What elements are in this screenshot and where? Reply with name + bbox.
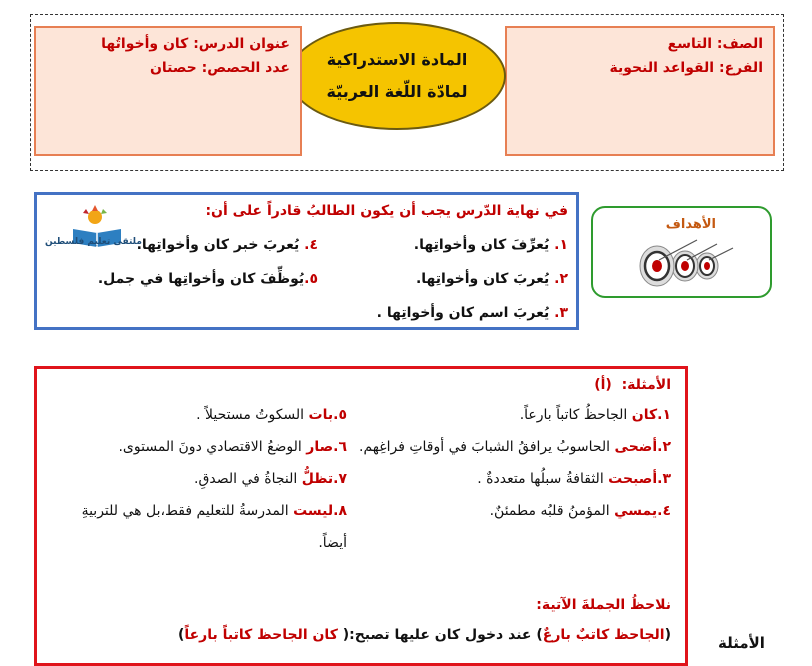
periods-line — [44, 60, 290, 76]
objective-item: ٤. يُعربَ خبر كان وأخواتِها. — [136, 237, 318, 253]
examples-side-label: الأمثلة — [718, 634, 765, 652]
lesson-label: عنوان الدرس: — [193, 36, 290, 52]
example-sentence: ١.كان الجاحظُ كاتباً بارعاً. — [519, 407, 671, 423]
grade-value: التاسع — [667, 36, 712, 52]
grade-label: الصف: — [716, 36, 763, 52]
class-info-box — [505, 26, 775, 156]
example-sentence-continuation: أيضاً. — [318, 535, 347, 551]
lesson-line — [44, 36, 290, 52]
target-icon — [621, 236, 741, 296]
subject-title-line2: لمادّة اللّغة العربيّة — [326, 82, 468, 101]
objective-item: ١. يُعرِّفَ كان وأخواتِها. — [413, 237, 568, 253]
subject-title-line1: المادة الاستدراكية — [326, 50, 468, 69]
grade-line — [515, 36, 763, 52]
periods-label: عدد الحصص: — [201, 60, 290, 76]
objectives-box — [34, 192, 579, 330]
example-sentence: ٦.صار الوضعُ الاقتصادي دونَ المستوى. — [118, 439, 347, 455]
objective-item: ٥.يُوظِّفَ كان وأخواتِها في جمل. — [97, 271, 318, 287]
example-sentence: ٣.أصبحت الثقافةُ سبلُها متعددةٌ . — [477, 471, 671, 487]
logo-text: ملتقى تعليم فلسطين — [45, 237, 142, 247]
site-logo — [43, 199, 151, 255]
periods-value: حصتان — [149, 60, 197, 76]
goals-badge — [591, 206, 772, 298]
lesson-info-box — [34, 26, 302, 156]
objective-item: ٢. يُعربَ كان وأخواتِها. — [415, 271, 568, 287]
example-sentence: ٧.تظلُّ النجاةُ في الصدقِ. — [194, 471, 347, 487]
examples-heading: الأمثلة: (أ) — [594, 377, 671, 393]
example-sentence: ٢.أضحى الحاسوبُ يرافقُ الشبابَ في أوقاتِ فراغِهم. — [359, 439, 671, 455]
branch-line — [515, 60, 763, 76]
lesson-value: كان وأخواتُها — [101, 36, 189, 52]
example-sentence: ٥.بات السكوتُ مستحيلاً . — [196, 407, 347, 423]
branch-label: الفرع: — [718, 60, 763, 76]
examples-box — [34, 366, 688, 666]
branch-value: القواعد النحوية — [609, 60, 715, 76]
note-heading: نلاحظُ الجملةَ الآتية: — [536, 597, 671, 613]
goals-badge-title: الأهداف — [665, 217, 716, 232]
objectives-intro: في نهاية الدّرس يجب أن يكون الطالبُ قادراً على أن: — [205, 203, 568, 219]
example-sentence: ٨.ليست المدرسةُ للتعليم فقط،بل هي للتربيةِ — [81, 503, 347, 519]
example-sentence: ٤.يمسي المؤمنُ قلبُه مطمئنٌ. — [489, 503, 671, 519]
note-sentence: (الجاحظ كاتبٌ بارعٌ) عند دخول كان عليها تصبح:( كان الجاحظ كاتباً بارعاً) — [177, 627, 671, 643]
objective-item: ٣. يُعربَ اسم كان وأخواتِها . — [376, 305, 568, 321]
subject-title-ellipse — [288, 22, 506, 130]
